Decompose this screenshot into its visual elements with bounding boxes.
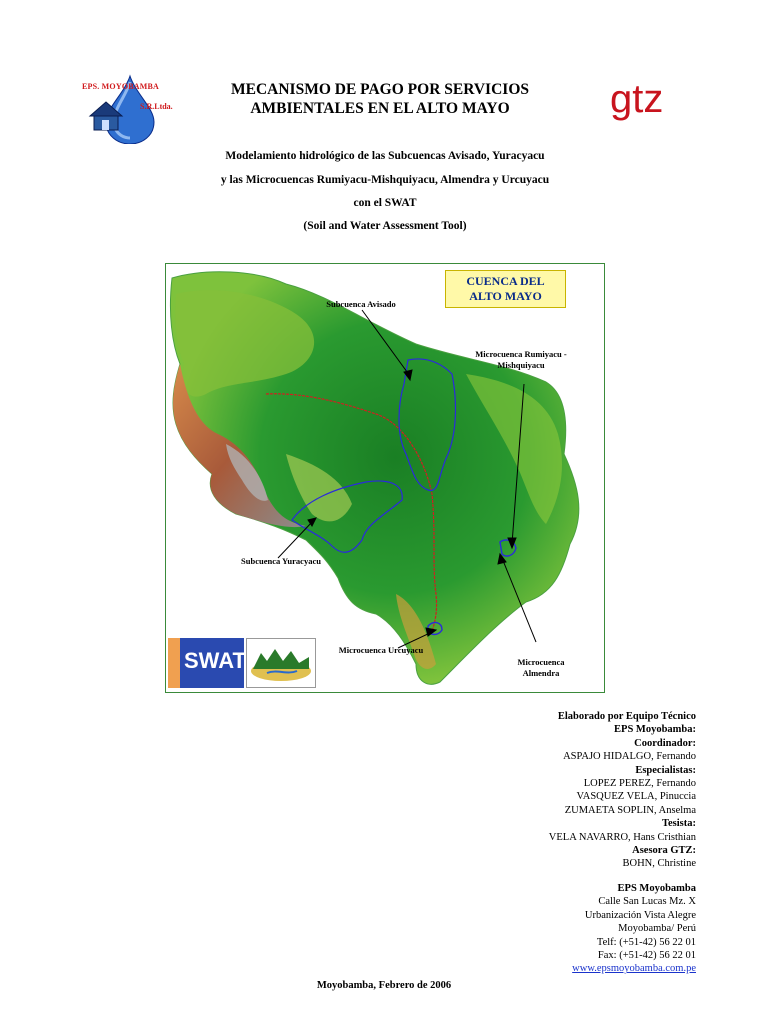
landscape-icon bbox=[247, 639, 315, 687]
credits-line: EPS Moyobamba: bbox=[614, 724, 696, 736]
label-avisado: Subcuenca Avisado bbox=[326, 299, 396, 309]
credits-line: Elaborado por Equipo Técnico bbox=[557, 711, 696, 722]
contact-city: Moyobamba/ Perú bbox=[618, 923, 696, 935]
subtitle-line3: con el SWAT bbox=[353, 197, 417, 209]
credits-role: Asesora GTZ: bbox=[632, 845, 696, 857]
swat-logo bbox=[168, 638, 244, 688]
gtz-logo bbox=[606, 76, 686, 126]
subtitle-line4: (Soil and Water Assessment Tool) bbox=[303, 220, 467, 232]
website-link[interactable]: www.epsmoyobamba.com.pe bbox=[572, 963, 696, 975]
label-rumiyacu-2: Mishquiyacu bbox=[497, 360, 545, 370]
label-almendra-2: Almendra bbox=[522, 668, 560, 678]
credits-person: ZUMAETA SOPLIN, Anselma bbox=[564, 804, 696, 816]
subtitle-line1: Modelamiento hidrológico de las Subcuencas Avisado, Yuracyacu bbox=[225, 150, 545, 162]
credits-person: VASQUEZ VELA, Pinuccia bbox=[576, 791, 696, 803]
credits-role: Especialistas: bbox=[635, 764, 696, 776]
contact-org: EPS Moyobamba bbox=[617, 883, 696, 894]
logo-line2: S.R.Ltda. bbox=[140, 102, 173, 111]
credits-person: LOPEZ PEREZ, Fernando bbox=[583, 778, 696, 790]
credits-person: BOHN, Christine bbox=[622, 858, 696, 870]
label-rumiyacu-1: Microcuenca Rumiyacu - bbox=[475, 349, 567, 359]
legend-line1: CUENCA DEL bbox=[466, 274, 545, 288]
contact-address: Calle San Lucas Mz. X bbox=[598, 896, 696, 908]
label-almendra-1: Microcuenca bbox=[517, 657, 565, 667]
footer-date: Moyobamba, Febrero de 2006 bbox=[316, 980, 452, 991]
document-title bbox=[180, 80, 580, 118]
eps-moyobamba-logo bbox=[72, 74, 182, 144]
watershed-illustration bbox=[246, 638, 316, 688]
title-line2: AMBIENTALES EN EL ALTO MAYO bbox=[250, 100, 510, 117]
credits-person: VELA NAVARRO, Hans Cristhian bbox=[548, 831, 696, 843]
logo-line1: EPS. MOYOBAMBA bbox=[82, 82, 160, 91]
label-yuracyacu: Subcuenca Yuracyacu bbox=[241, 556, 321, 566]
contact-block bbox=[572, 882, 696, 976]
subtitle-line2: y las Microcuencas Rumiyacu-Mishquiyacu, Almendra y Urcuyacu bbox=[220, 174, 550, 186]
title-line1: MECANISMO DE PAGO POR SERVICIOS bbox=[231, 81, 529, 98]
contact-fax: Fax: (+51-42) 56 22 01 bbox=[597, 950, 696, 962]
contact-address: Urbanización Vista Alegre bbox=[584, 909, 696, 921]
basin-map bbox=[165, 263, 605, 693]
swat-logo-text: SWAT bbox=[184, 648, 246, 673]
legend-line2: ALTO MAYO bbox=[469, 289, 542, 303]
label-urcuyacu: Microcuenca Urcuyacu bbox=[338, 645, 424, 655]
elevation-map bbox=[166, 264, 604, 692]
gtz-text: gtz bbox=[610, 77, 664, 121]
credits-role: Coordinador: bbox=[634, 737, 696, 749]
credits-role: Tesista: bbox=[661, 818, 696, 830]
credits-person: ASPAJO HIDALGO, Fernando bbox=[563, 751, 696, 763]
contact-phone: Telf: (+51-42) 56 22 01 bbox=[596, 936, 696, 948]
credits-block bbox=[549, 710, 696, 871]
map-legend-box bbox=[445, 270, 566, 308]
